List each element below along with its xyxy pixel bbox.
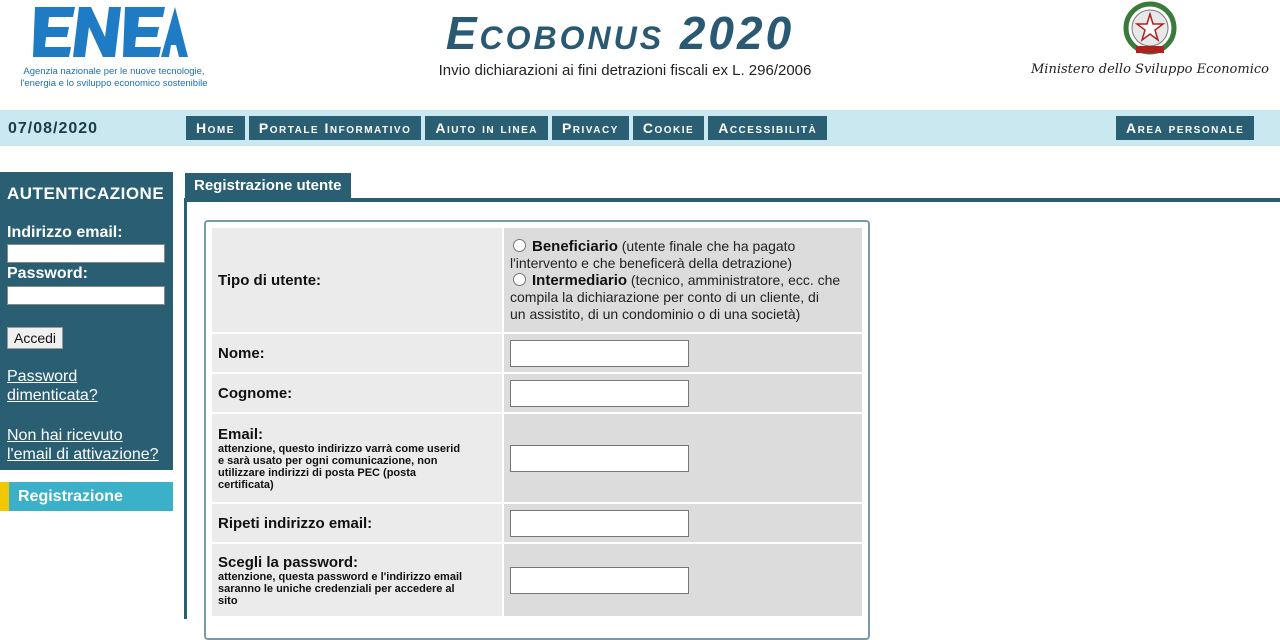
email-row: [212, 414, 862, 502]
nav-privacy[interactable]: Privacy: [552, 116, 629, 140]
page-subtitle: Invio dichiarazioni ai fini detrazioni fiscali ex L. 296/2006: [438, 62, 812, 79]
nav-portale-informativo[interactable]: Portale Informativo: [249, 116, 421, 140]
nav-cookie[interactable]: Cookie: [633, 116, 704, 140]
email-note: attenzione, questo indirizzo varrà come userid e sarà usato per ogni comunicazione, non utilizzare indirizzi di posta PEC (posta certificata): [218, 442, 461, 491]
italian-emblem-icon: [1118, 0, 1182, 58]
agency-tagline: Agenzia nazionale per le nuove tecnologie, l'energia e lo sviluppo economico sostenibile: [20, 66, 208, 89]
user-type-options: [504, 228, 862, 332]
login-button[interactable]: Accedi: [7, 327, 63, 349]
register-button[interactable]: Registrazione: [0, 482, 173, 511]
user-type-label: Tipo di utente:: [218, 271, 322, 289]
nav-home[interactable]: Home: [186, 116, 245, 140]
resend-activation-link[interactable]: Non hai ricevuto l'email di attivazione?: [7, 427, 159, 463]
choose-password-label: Scegli la password:: [218, 553, 359, 571]
ministry-name: Ministero dello Sviluppo Economico: [1031, 62, 1269, 77]
repeat-email-label: Ripeti indirizzo email:: [218, 514, 373, 532]
nome-row: [212, 334, 862, 372]
forgot-password-link[interactable]: Password dimenticata?: [7, 368, 98, 404]
option-intermediario[interactable]: Intermediario (tecnico, amministratore, ecc. che compila la dichiarazione per conto di un cliente, di un assistito, di un condominio o di una società): [510, 271, 841, 322]
nav-accessibilita[interactable]: Accessibilità: [708, 116, 827, 140]
user-type-row: [212, 228, 862, 332]
login-password-input[interactable]: [7, 286, 165, 305]
cognome-label: Cognome:: [218, 384, 293, 402]
email-input[interactable]: [510, 445, 689, 472]
choose-password-row: [212, 544, 862, 616]
content-border: [184, 198, 187, 619]
email-label: Email:: [218, 425, 264, 443]
login-sidebar: [0, 172, 173, 470]
main-nav: [186, 116, 827, 140]
nav-bar: [0, 110, 1280, 146]
nome-input[interactable]: [510, 340, 689, 367]
page-title: Ecobonus 2020: [445, 7, 795, 59]
password-note: attenzione, questa password e l'indirizzo email saranno le uniche credenziali per accedere al sito: [218, 570, 463, 607]
password-label: Password:: [7, 265, 88, 282]
nome-label: Nome:: [218, 344, 265, 362]
choose-password-input[interactable]: [510, 567, 689, 594]
repeat-email-row: [212, 504, 862, 542]
login-email-input[interactable]: [7, 244, 165, 263]
radio-intermediario[interactable]: [513, 273, 526, 286]
nav-area-personale[interactable]: Area personale: [1116, 116, 1254, 140]
tab-divider: [185, 198, 1280, 202]
nav-aiuto-in-linea[interactable]: Aiuto in linea: [425, 116, 548, 140]
site-header: [0, 0, 1280, 108]
email-label: Indirizzo email:: [7, 224, 123, 241]
tab-registrazione-utente[interactable]: Registrazione utente: [185, 173, 351, 198]
option-beneficiario[interactable]: Beneficiario (utente finale che ha pagato l'intervento e che beneficerà della detrazione): [510, 237, 796, 271]
cognome-input[interactable]: [510, 380, 689, 407]
sidebar-title: AUTENTICAZIONE: [7, 184, 165, 203]
radio-beneficiario[interactable]: [513, 239, 526, 252]
current-date: 07/08/2020: [8, 120, 99, 137]
cognome-row: [212, 374, 862, 412]
repeat-email-input[interactable]: [510, 510, 689, 537]
